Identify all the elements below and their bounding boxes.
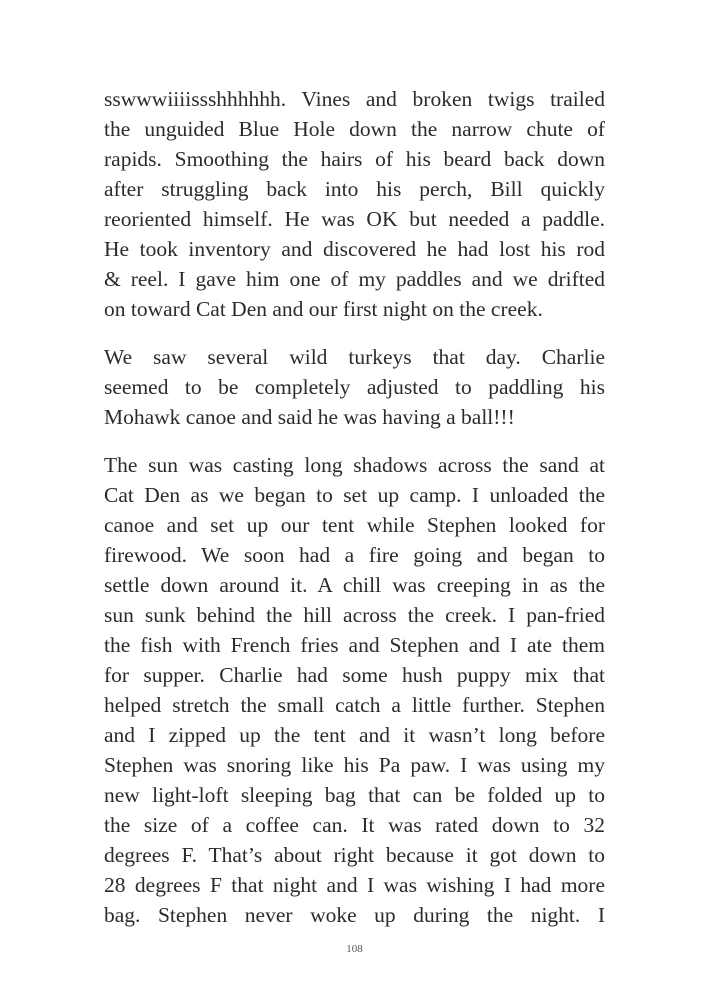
text-line: sun sunk behind the hill across the creek. I pan-fried xyxy=(104,603,605,627)
text-line: bag. Stephen never woke up during the night. I xyxy=(104,903,605,927)
text-line: degrees F. That’s about right because it got down to xyxy=(104,843,605,867)
text-line: and I zipped up the tent and it wasn’t long before xyxy=(104,723,605,747)
paragraph-3 xyxy=(104,450,605,930)
text-line: new light-loft sleeping bag that can be folded up to xyxy=(104,783,605,807)
text-line: for supper. Charlie had some hush puppy mix that xyxy=(104,663,605,687)
page-body xyxy=(104,84,605,948)
text-line: reoriented himself. He was OK but needed a paddle. xyxy=(104,207,605,231)
text-line: 28 degrees F that night and I was wishing I had more xyxy=(104,873,605,897)
text-line: on toward Cat Den and our first night on the creek. xyxy=(104,297,543,321)
text-line: the size of a coffee can. It was rated down to 32 xyxy=(104,813,605,837)
paragraph-2 xyxy=(104,342,605,432)
text-line: Cat Den as we began to set up camp. I unloaded the xyxy=(104,483,605,507)
text-line: He took inventory and discovered he had lost his rod xyxy=(104,237,605,261)
text-line: the unguided Blue Hole down the narrow chute of xyxy=(104,117,605,141)
text-line: after struggling back into his perch, Bill quickly xyxy=(104,177,605,201)
text-line: & reel. I gave him one of my paddles and we drifted xyxy=(104,267,605,291)
text-line: settle down around it. A chill was creeping in as the xyxy=(104,573,605,597)
text-line: rapids. Smoothing the hairs of his beard back down xyxy=(104,147,605,171)
text-line: sswwwiiiissshhhhhh. Vines and broken twigs trailed xyxy=(104,87,605,111)
text-line: The sun was casting long shadows across the sand at xyxy=(104,453,605,477)
text-line: We saw several wild turkeys that day. Charlie xyxy=(104,345,605,369)
text-line: helped stretch the small catch a little further. Stephen xyxy=(104,693,605,717)
text-line: seemed to be completely adjusted to paddling his xyxy=(104,375,605,399)
text-line: Mohawk canoe and said he was having a ball!!! xyxy=(104,405,515,429)
page-number: 108 xyxy=(346,943,363,955)
paragraph-1 xyxy=(104,84,605,324)
text-line: Stephen was snoring like his Pa paw. I was using my xyxy=(104,753,605,777)
text-line: firewood. We soon had a fire going and began to xyxy=(104,543,605,567)
text-line: the fish with French fries and Stephen and I ate them xyxy=(104,633,605,657)
text-line: canoe and set up our tent while Stephen looked for xyxy=(104,513,605,537)
